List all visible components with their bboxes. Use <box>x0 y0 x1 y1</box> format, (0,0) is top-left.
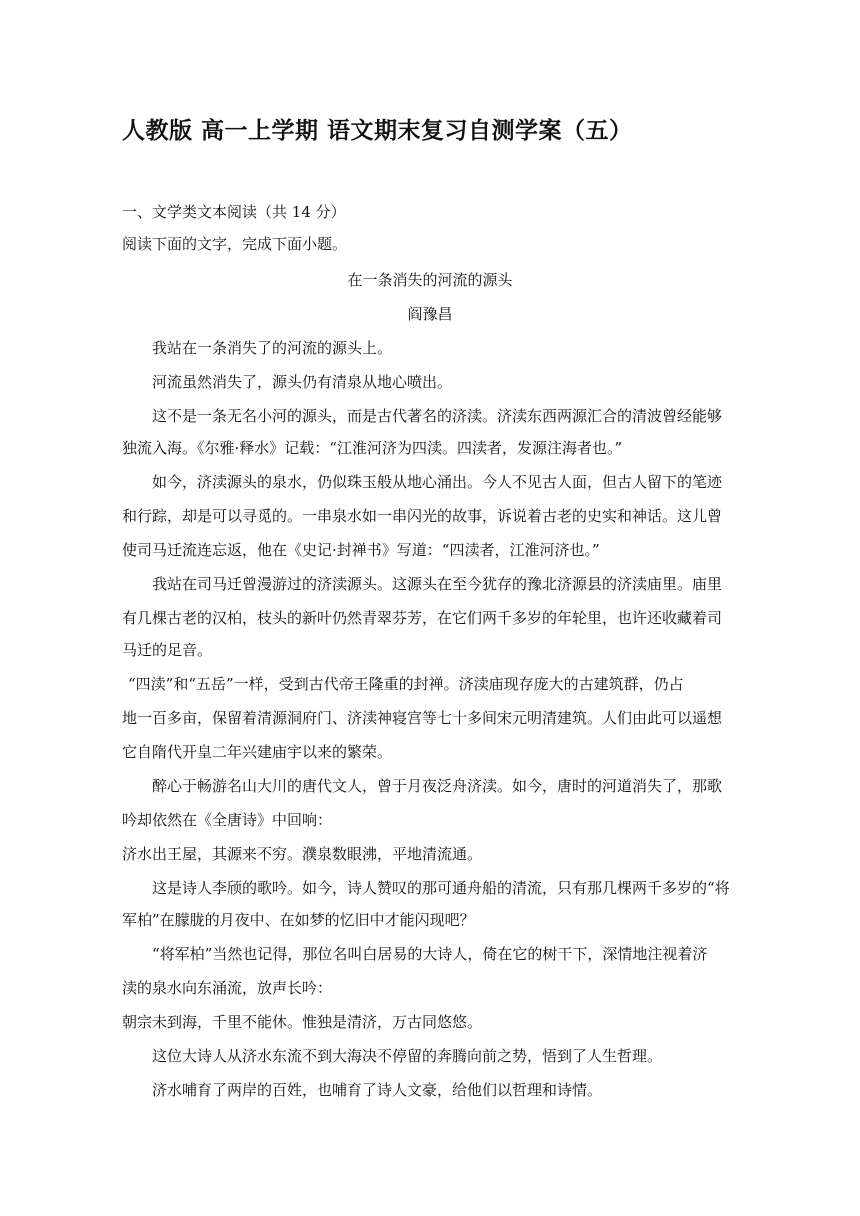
document-title: 人教版 高一上学期 语文期末复习自测学案（五） <box>122 117 633 144</box>
text-line: 这位大诗人从济水东流不到大海决不停留的奔腾向前之势，悟到了人生哲理。 <box>152 1047 663 1065</box>
text-line: 我站在一条消失了的河流的源头上。 <box>152 339 393 357</box>
article-title: 在一条消失的河流的源头 <box>347 271 513 289</box>
text-line: 独流入海。《尔雅·释水》记载：“江淮河济为四渎。四渎者，发源注海者也。” <box>122 439 623 457</box>
text-line: 济水哺育了两岸的百姓，也哺育了诗人文豪，给他们以哲理和诗情。 <box>152 1081 603 1099</box>
text-line: 有几棵古老的汉柏，枝头的新叶仍然青翠芬芳，在它们两千多岁的年轮里，也许还收藏着司 <box>122 609 723 627</box>
text-line: 渎的泉水向东涌流，放声长吟： <box>122 979 333 997</box>
text-line: 这是诗人李颀的歌吟。如今，诗人赞叹的那可通舟船的清流，只有那几棵两千多岁的“将 <box>152 879 730 897</box>
poem-line: 济水出王屋，其源来不穷。濮泉数眼沸，平地清流通。 <box>122 845 483 863</box>
text-line: 军柏”在朦胧的月夜中、在如梦的忆旧中才能闪现吧？ <box>122 911 475 929</box>
text-line: “四渎”和“五岳”一样，受到古代帝王隆重的封禅。济渎庙现存庞大的古建筑群，仍占 <box>128 675 684 693</box>
section-heading: 一、文学类文本阅读（共 14 分） <box>122 203 346 221</box>
text-line: 醉心于畅游名山大川的唐代文人，曾于月夜泛舟济渎。如今，唐时的河道消失了，那歌 <box>152 777 723 795</box>
article-author: 阎豫昌 <box>407 305 453 323</box>
text-line: 这不是一条无名小河的源头，而是古代著名的济渎。济渎东西两源汇合的清波曾经能够 <box>152 407 723 425</box>
text-line: “将军柏”当然也记得，那位名叫白居易的大诗人，倚在它的树干下，深情地注视着济 <box>152 945 708 963</box>
text-line: 如今，济渎源头的泉水，仍似珠玉般从地心涌出。今人不见古人面，但古人留下的笔迹 <box>152 473 723 491</box>
poem-line: 朝宗未到海，千里不能休。惟独是清济，万古同悠悠。 <box>122 1013 483 1031</box>
text-line: 使司马迁流连忘返，他在《史记·封禅书》写道：“四渎者，江淮河济也。” <box>122 541 600 559</box>
text-line: 吟却依然在《全唐诗》中回响： <box>122 811 333 829</box>
text-line: 它自隋代开皇二年兴建庙宇以来的繁荣。 <box>122 743 393 761</box>
reading-instruction: 阅读下面的文字，完成下面小题。 <box>122 235 348 253</box>
text-line: 地一百多亩，保留着清源洞府门、济渎神寝宫等七十多间宋元明清建筑。人们由此可以遥想 <box>122 709 723 727</box>
text-line: 河流虽然消失了，源头仍有清泉从地心喷出。 <box>152 373 453 391</box>
text-line: 和行踪，却是可以寻觅的。一串泉水如一串闪光的故事，诉说着古老的史实和神话。这儿曾 <box>122 507 723 525</box>
text-line: 马迁的足音。 <box>122 641 213 659</box>
text-line: 我站在司马迁曾漫游过的济渎源头。这源头在至今犹存的豫北济源县的济渎庙里。庙里 <box>152 575 723 593</box>
